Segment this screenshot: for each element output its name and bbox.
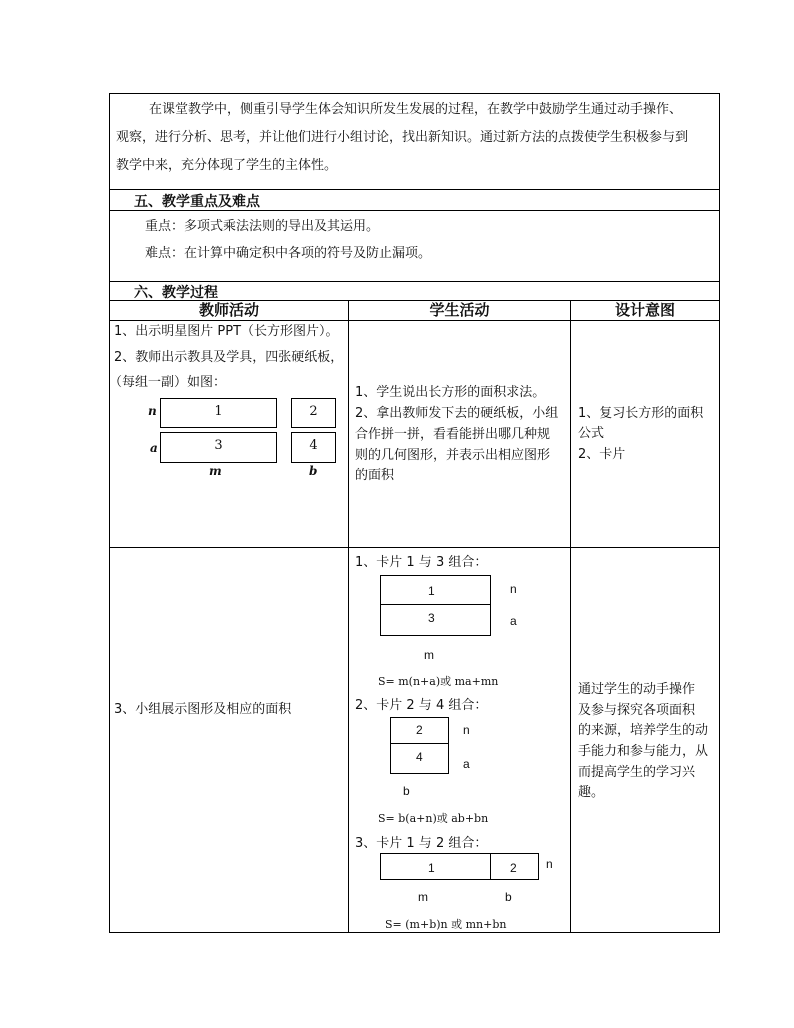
combo1-label-a: a [510, 614, 517, 628]
row2-intent-line-6: 趣。 [578, 785, 605, 800]
intro-line-3: 教学中来，充分体现了学生的主体性。 [116, 158, 338, 173]
row1-student-line-3: 合作拼一拼，看看能拼出哪几种规 [355, 427, 551, 442]
combo1-card-3: 3 [428, 611, 435, 625]
combo2-title: 2、卡片 2 与 4 组合： [355, 698, 488, 713]
column-header-teacher: 教师活动 [198, 301, 259, 319]
combo3-card-1: 1 [428, 861, 435, 875]
combo1-label-n: n [510, 582, 517, 596]
figure-label-n: n [148, 404, 157, 418]
combo2-label-a: a [463, 757, 470, 771]
section5-difficulty: 难点：在计算中确定积中各项的符号及防止漏项。 [145, 246, 432, 261]
table-col-divider-1 [348, 300, 349, 933]
card-2-label: 2 [309, 404, 318, 419]
row1-teacher-line-3: （每组一副）如图： [109, 375, 227, 390]
combo2-formula: S= b(a+n)或 ab+bn [378, 812, 489, 825]
table-bottom-border [109, 932, 720, 933]
row1-teacher-line-2: 2、教师出示教具及学具，四张硬纸板， [114, 350, 344, 365]
combo1-card-1: 1 [428, 584, 435, 598]
table-col-divider-2 [570, 300, 571, 933]
column-header-student: 学生活动 [429, 301, 490, 319]
combo2-label-b: b [403, 784, 410, 798]
row2-intent-line-2: 及参与探究各项面积 [578, 703, 696, 718]
combo3-formula: S= (m+b)n 或 mn+bn [385, 918, 507, 931]
combo2-label-n: n [463, 723, 470, 737]
row1-intent-line-3: 2、卡片 [578, 447, 626, 462]
row1-intent-line-2: 公式 [578, 426, 605, 441]
combo2-card-2: 2 [416, 723, 423, 737]
combo3-title: 3、卡片 1 与 2 组合： [355, 836, 488, 851]
row1-student-line-1: 1、学生说出长方形的面积求法。 [355, 385, 546, 400]
combo3-label-n: n [546, 857, 553, 871]
card-1-label: 1 [214, 404, 223, 419]
combo3-label-b: b [505, 890, 512, 904]
row1-student-line-2: 2、拿出教师发下去的硬纸板，小组 [355, 406, 559, 421]
section6-title: 六、教学过程 [134, 285, 218, 301]
row2-teacher-text: 3、小组展示图形及相应的面积 [114, 702, 292, 717]
figure-label-a: a [150, 441, 158, 455]
combo2-divider [390, 743, 449, 744]
card-4-label: 4 [309, 438, 318, 453]
combo1-rectangle [380, 575, 491, 636]
combo1-label-m: m [424, 648, 434, 662]
card-3-label: 3 [214, 438, 223, 453]
figure-label-m: m [209, 464, 222, 478]
table-right-border [719, 93, 720, 933]
combo3-label-m: m [418, 890, 428, 904]
table-top-border [109, 93, 720, 94]
intro-line-1: 在课堂教学中，侧重引导学生体会知识所发生发展的过程，在教学中鼓励学生通过动手操作、 [149, 102, 683, 117]
combo1-title: 1、卡片 1 与 3 组合： [355, 555, 488, 570]
intro-line-2: 观察，进行分析、思考，并让他们进行小组讨论，找出新知识。通过新方法的点拨使学生积极参与到 [116, 130, 689, 145]
combo1-divider [380, 604, 491, 605]
column-header-intent: 设计意图 [614, 301, 675, 319]
combo3-card-2: 2 [510, 861, 517, 875]
row2-intent-line-4: 手能力和参与能力，从 [578, 744, 709, 759]
table-divider-row1 [109, 547, 720, 548]
row2-intent-line-1: 通过学生的动手操作 [578, 682, 696, 697]
row2-intent-line-5: 而提高学生的学习兴 [578, 765, 696, 780]
figure-label-b: b [309, 464, 318, 478]
combo3-divider [490, 853, 491, 880]
row1-teacher-line-1: 1、出示明星图片 PPT（长方形图片）。 [114, 324, 339, 339]
row1-intent-line-1: 1、复习长方形的面积 [578, 406, 704, 421]
combo2-card-4: 4 [416, 750, 423, 764]
section5-key-point: 重点：多项式乘法法则的导出及其运用。 [145, 219, 380, 234]
table-divider-intro [109, 189, 720, 190]
table-left-border [109, 93, 110, 933]
section5-title: 五、教学重点及难点 [134, 194, 260, 210]
intro-paragraph [116, 96, 716, 180]
row2-intent-line-3: 的来源，培养学生的动 [578, 723, 709, 738]
row1-student-line-4: 则的几何图形，并表示出相应图形 [355, 448, 551, 463]
combo1-formula: S= m(n+a)或 ma+mn [378, 675, 499, 688]
row1-student-line-5: 的面积 [355, 468, 395, 483]
